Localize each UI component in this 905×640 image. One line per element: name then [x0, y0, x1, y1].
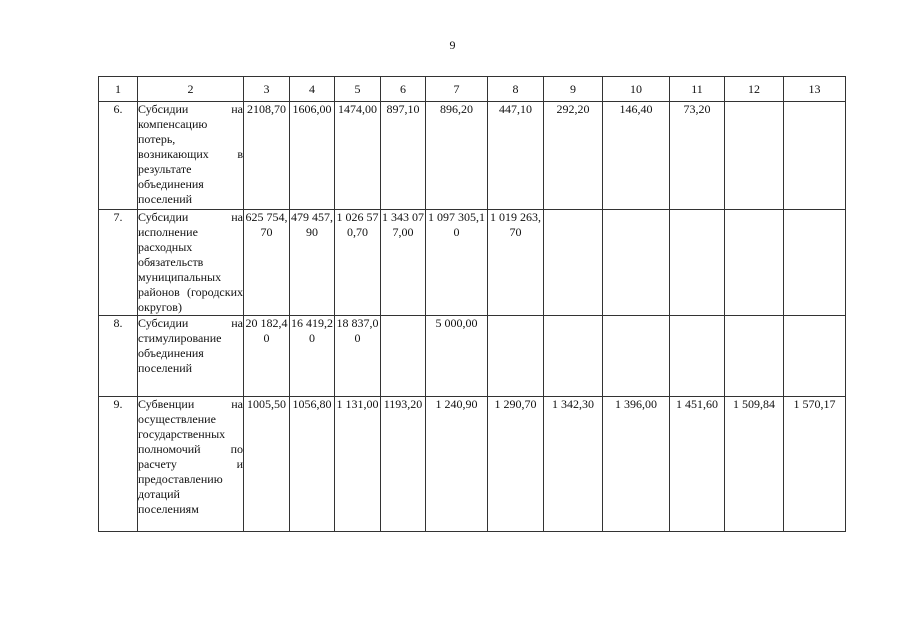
table-cell: 1005,50 — [244, 397, 290, 532]
column-header: 8 — [488, 77, 544, 102]
row-number: 7. — [99, 210, 138, 316]
table-row — [99, 210, 846, 316]
row-number: 8. — [99, 316, 138, 397]
table-cell: 16 419,20 — [290, 316, 335, 397]
table-cell: 2108,70 — [244, 102, 290, 210]
column-header: 1 — [99, 77, 138, 102]
table-cell — [488, 316, 544, 397]
table-cell: 5 000,00 — [426, 316, 488, 397]
column-header: 13 — [784, 77, 846, 102]
table-cell: 18 837,00 — [335, 316, 381, 397]
table-cell: 1 131,00 — [335, 397, 381, 532]
table-cell — [670, 316, 725, 397]
table-cell: 1474,00 — [335, 102, 381, 210]
table-cell — [784, 316, 846, 397]
table-cell: 146,40 — [603, 102, 670, 210]
table-cell — [725, 210, 784, 316]
column-header: 3 — [244, 77, 290, 102]
table-cell: 896,20 — [426, 102, 488, 210]
column-header: 4 — [290, 77, 335, 102]
table-row — [99, 397, 846, 532]
table-cell — [725, 102, 784, 210]
table-cell: 1 290,70 — [488, 397, 544, 532]
table-cell: 897,10 — [381, 102, 426, 210]
column-header: 7 — [426, 77, 488, 102]
table-cell — [670, 210, 725, 316]
table-cell: 1 097 305,10 — [426, 210, 488, 316]
table-cell: 73,20 — [670, 102, 725, 210]
table-cell — [784, 210, 846, 316]
column-header: 12 — [725, 77, 784, 102]
table-cell: 625 754,70 — [244, 210, 290, 316]
table-cell — [544, 210, 603, 316]
table-cell: 1606,00 — [290, 102, 335, 210]
column-header: 6 — [381, 77, 426, 102]
table-cell: 1056,80 — [290, 397, 335, 532]
table-row — [99, 102, 846, 210]
table-cell: 292,20 — [544, 102, 603, 210]
table-cell: 1 396,00 — [603, 397, 670, 532]
table-cell — [544, 316, 603, 397]
table-cell: 1 342,30 — [544, 397, 603, 532]
table-cell — [784, 102, 846, 210]
table-cell — [603, 316, 670, 397]
row-name: Субвенции на осуществление государственных полномочий по расчету и предоставлению дотаций поселениям — [138, 397, 244, 532]
table-row — [99, 316, 846, 397]
row-number: 9. — [99, 397, 138, 532]
column-header: 10 — [603, 77, 670, 102]
column-header: 9 — [544, 77, 603, 102]
column-header: 5 — [335, 77, 381, 102]
table-cell: 1 570,17 — [784, 397, 846, 532]
row-name: Субсидии на исполнение расходных обязательств муниципальных районов (городских округов) — [138, 210, 243, 314]
table-cell: 20 182,40 — [244, 316, 290, 397]
page-number: 9 — [449, 38, 456, 52]
row-name: Субсидии на стимулирование объединения поселений — [138, 316, 244, 397]
column-header: 2 — [138, 77, 244, 102]
table-cell — [603, 210, 670, 316]
table-cell: 1 451,60 — [670, 397, 725, 532]
table-cell: 1 019 263,70 — [488, 210, 544, 316]
table-cell: 1 240,90 — [426, 397, 488, 532]
table-cell: 1 343 077,00 — [381, 210, 426, 316]
table-cell — [725, 316, 784, 397]
budget-table — [98, 76, 846, 532]
table-cell: 1 509,84 — [725, 397, 784, 532]
column-header: 11 — [670, 77, 725, 102]
row-name: Субсидии на компенсацию потерь, возникающих в результате объединения поселений — [138, 102, 244, 210]
table-cell: 479 457,90 — [290, 210, 335, 316]
table-cell: 1193,20 — [381, 397, 426, 532]
row-number: 6. — [99, 102, 138, 210]
table-cell — [381, 316, 426, 397]
table-cell: 447,10 — [488, 102, 544, 210]
header-row — [99, 77, 846, 102]
table-cell: 1 026 570,70 — [335, 210, 381, 316]
